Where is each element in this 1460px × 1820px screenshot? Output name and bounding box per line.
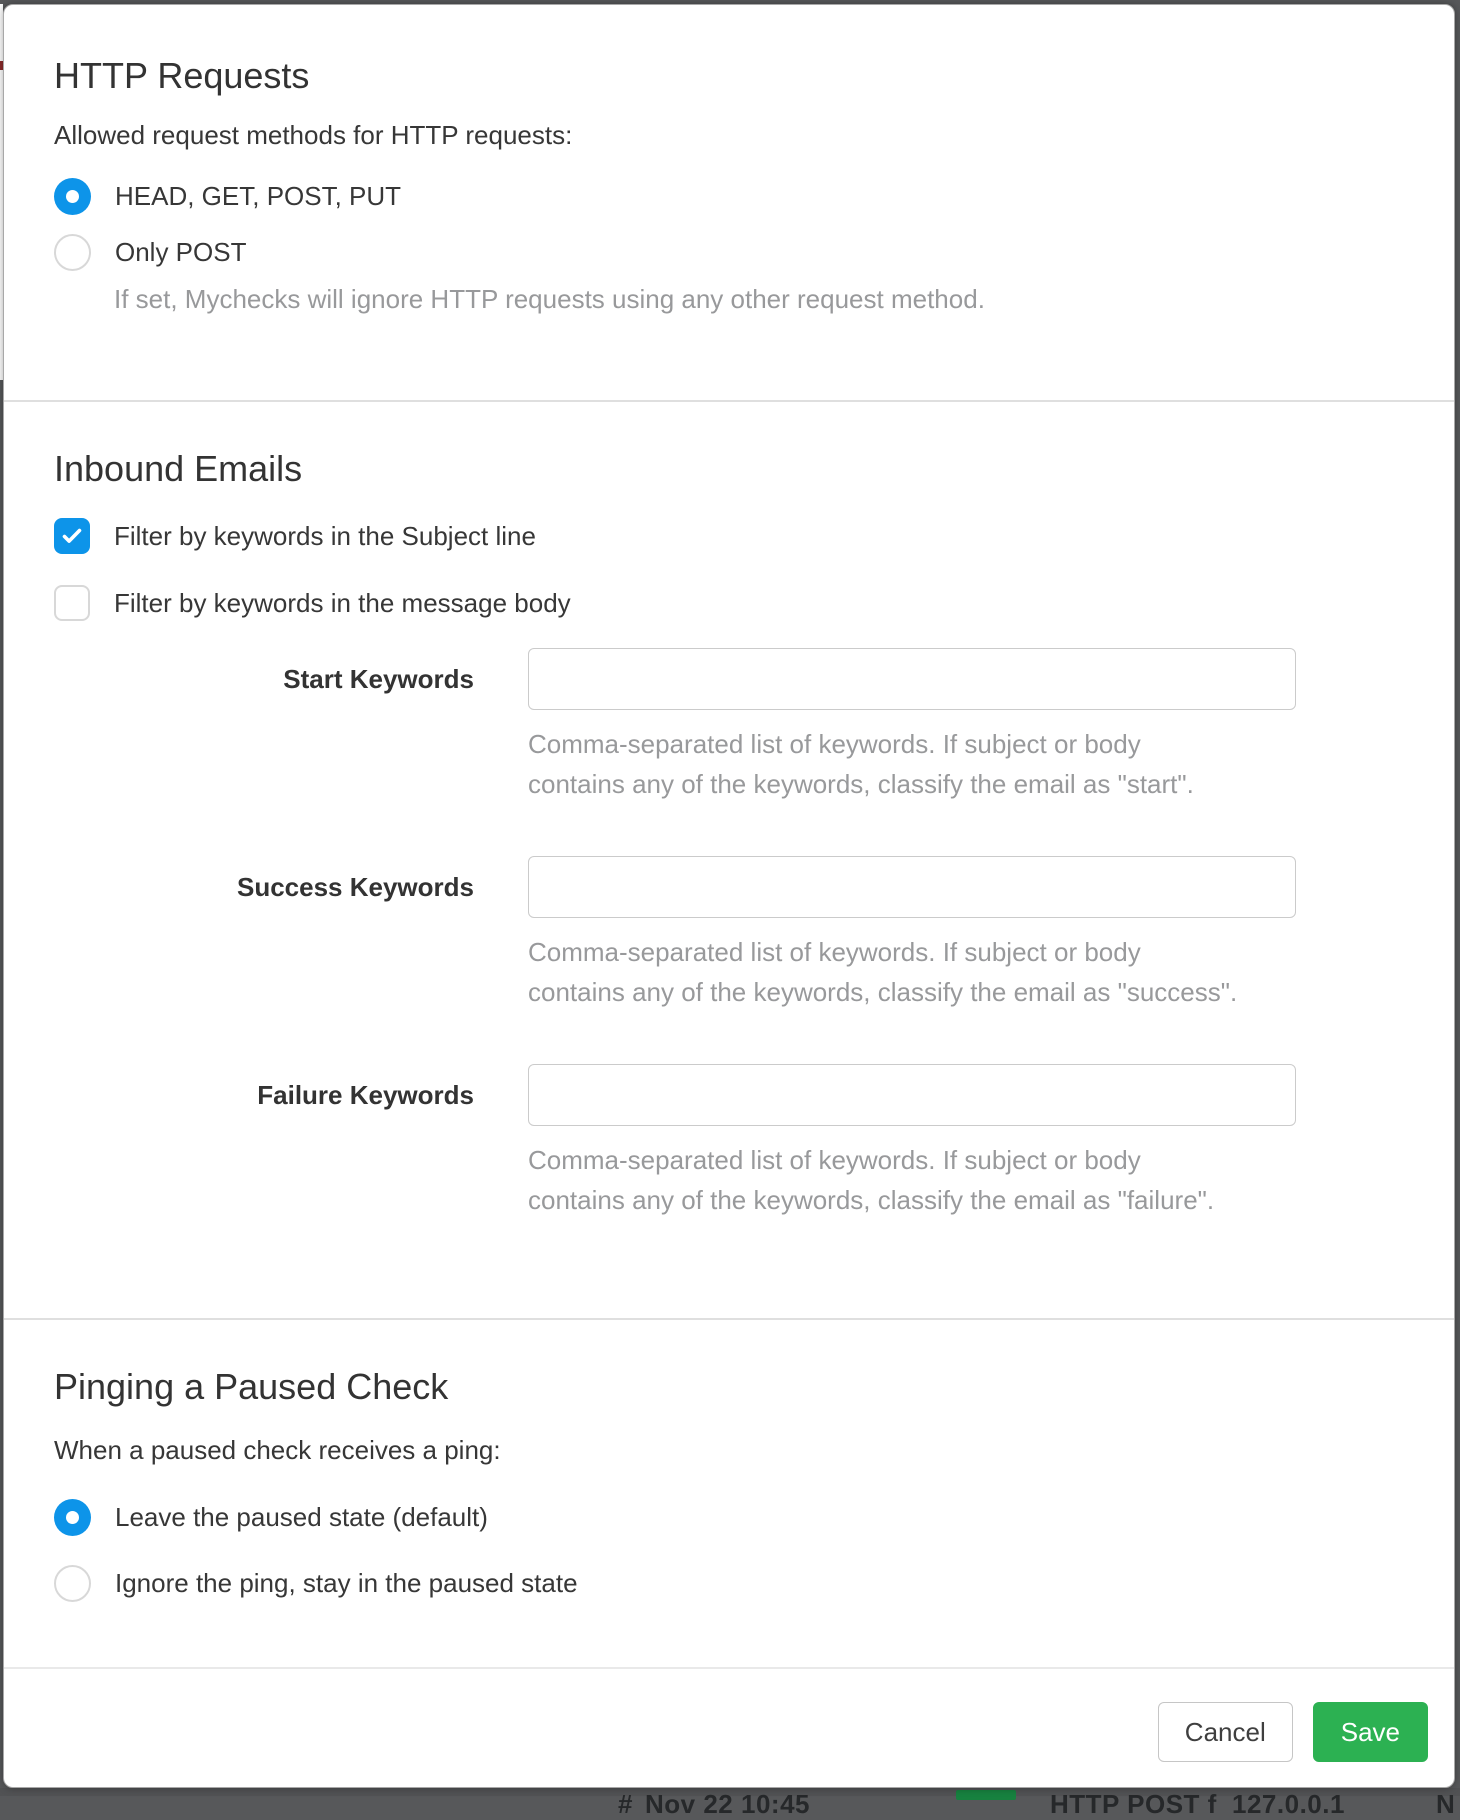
help-line: contains any of the keywords, classify the email as "start". bbox=[528, 769, 1194, 799]
section-pinging-paused bbox=[4, 1320, 1454, 1667]
radio-option-label: Only POST bbox=[115, 236, 247, 267]
backdrop-ip-fragment: 127.0.0.1 bbox=[1232, 1789, 1345, 1819]
radio-checked-icon[interactable] bbox=[54, 178, 91, 215]
checkbox-label: Filter by keywords in the message body bbox=[114, 587, 571, 618]
dialog-footer bbox=[4, 1667, 1454, 1793]
help-line: Comma-separated list of keywords. If subject or body bbox=[528, 729, 1141, 759]
inbound-emails-title: Inbound Emails bbox=[54, 448, 303, 489]
help-line: Comma-separated list of keywords. If subject or body bbox=[528, 1145, 1141, 1175]
http-requests-title: HTTP Requests bbox=[54, 55, 310, 96]
help-line: contains any of the keywords, classify the email as "success". bbox=[528, 977, 1238, 1007]
start-keywords-input[interactable] bbox=[528, 648, 1296, 710]
save-button[interactable]: Save bbox=[1313, 1702, 1428, 1762]
failure-keywords-input[interactable] bbox=[528, 1064, 1296, 1126]
checkmark-icon bbox=[60, 524, 84, 548]
section-inbound-emails bbox=[4, 402, 1454, 1318]
backdrop-date-fragment: Nov 22 10:45 bbox=[645, 1789, 810, 1819]
cancel-button[interactable]: Cancel bbox=[1158, 1702, 1293, 1762]
backdrop-extra-fragment: N bbox=[1436, 1789, 1456, 1819]
only-post-help-text: If set, Mychecks will ignore HTTP requests using any other request method. bbox=[114, 284, 985, 314]
checkbox-filter-body[interactable] bbox=[54, 584, 1404, 622]
pinging-paused-intro: When a paused check receives a ping: bbox=[54, 1435, 501, 1465]
checkbox-checked-icon[interactable] bbox=[54, 518, 90, 554]
radio-option-all-methods[interactable] bbox=[54, 177, 1404, 215]
backdrop-hash-fragment: # bbox=[618, 1789, 633, 1819]
settings-dialog bbox=[3, 4, 1455, 1788]
success-keywords-help bbox=[528, 932, 1296, 1012]
radio-option-only-post[interactable] bbox=[54, 233, 1404, 271]
help-line: Comma-separated list of keywords. If subject or body bbox=[528, 937, 1141, 967]
http-requests-intro: Allowed request methods for HTTP requests: bbox=[54, 120, 573, 150]
help-line: contains any of the keywords, classify the email as "failure". bbox=[528, 1185, 1215, 1215]
failure-keywords-label: Failure Keywords bbox=[257, 1080, 474, 1110]
form-group-success-keywords bbox=[54, 856, 1404, 1012]
checkbox-label: Filter by keywords in the Subject line bbox=[114, 520, 536, 551]
start-keywords-label: Start Keywords bbox=[283, 664, 474, 694]
checkbox-unchecked-icon[interactable] bbox=[54, 585, 90, 621]
radio-option-ignore-ping[interactable] bbox=[54, 1564, 1404, 1602]
section-http-requests bbox=[4, 5, 1454, 400]
radio-unchecked-icon[interactable] bbox=[54, 1565, 91, 1602]
success-keywords-input[interactable] bbox=[528, 856, 1296, 918]
pinging-paused-title: Pinging a Paused Check bbox=[54, 1366, 449, 1407]
radio-unchecked-icon[interactable] bbox=[54, 234, 91, 271]
form-group-failure-keywords bbox=[54, 1064, 1404, 1220]
backdrop-method-fragment: HTTP POST f bbox=[1050, 1789, 1217, 1819]
failure-keywords-help bbox=[528, 1140, 1296, 1220]
radio-option-leave-paused[interactable] bbox=[54, 1498, 1404, 1536]
success-keywords-label: Success Keywords bbox=[236, 872, 474, 902]
checkbox-filter-subject[interactable] bbox=[54, 517, 1404, 555]
radio-option-label: Ignore the ping, stay in the paused state bbox=[115, 1567, 578, 1598]
start-keywords-help bbox=[528, 724, 1296, 804]
radio-option-label: Leave the paused state (default) bbox=[115, 1501, 488, 1532]
form-group-start-keywords bbox=[54, 648, 1404, 804]
radio-option-label: HEAD, GET, POST, PUT bbox=[115, 180, 402, 211]
radio-checked-icon[interactable] bbox=[54, 1499, 91, 1536]
